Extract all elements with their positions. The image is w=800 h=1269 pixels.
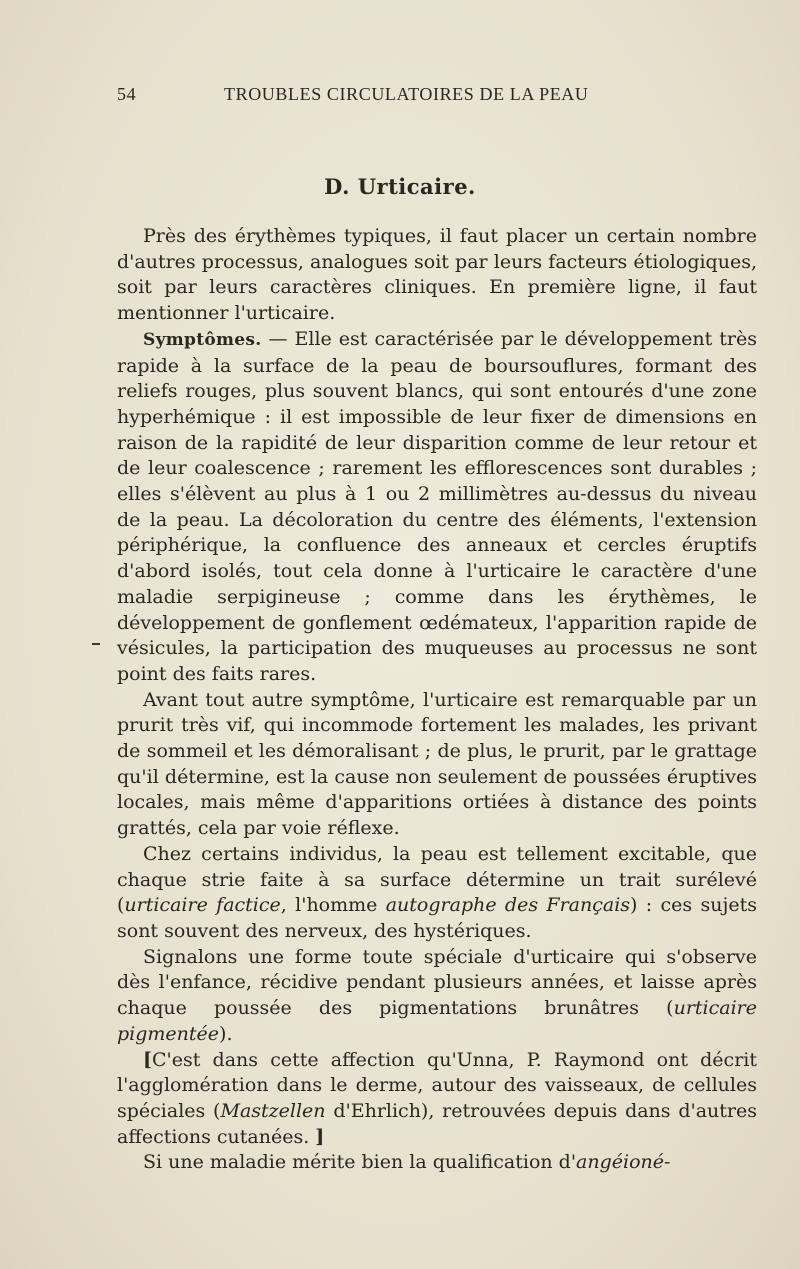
paragraph-text: Signalons une forme toute spéciale d'urticaire qui s'observe dès l'enfance, récidive pendant plusieurs années, et laisse après chaque poussée des pigmentations brunâtres (	[117, 945, 757, 1020]
margin-mark	[92, 643, 100, 645]
paragraph-text: ).	[219, 1022, 233, 1045]
symptoms-term: Symptômes.	[143, 329, 262, 350]
bracket-close: ]	[315, 1125, 325, 1148]
italic-term: angéioné-	[576, 1151, 671, 1174]
paragraph-intro	[117, 224, 757, 327]
bracket-open: [	[143, 1048, 152, 1071]
paragraph-prurit	[117, 688, 757, 842]
paragraph-text: C'est dans cette affection qu'Unna, P. Raymond ont décrit l'agglomération dans le derme, autour des vaisseaux, de cellules spéciales (	[117, 1048, 757, 1122]
paragraph-text: Avant tout autre symptôme, l'urticaire est remarquable par un prurit très vif, qui incommode fortement les malades, les privant de sommeil et les démoralisant ; de plus, le prurit, par le grattage qu'il détermine, est la cause non seulement de poussées éruptives locales, mais même d'apparitions ortiées à distance des points grattés, cela par voie réflexe.	[117, 688, 757, 840]
paragraph-factice	[117, 842, 757, 945]
paragraph-text: Chez certains individus, la peau est tellement excitable, que chaque strie faite à sa surface détermine un trait surélevé (	[117, 842, 757, 917]
italic-term: autographe des Français	[385, 894, 631, 917]
paragraph-text: Près des érythèmes typiques, il faut placer un certain nombre d'autres processus, analogues soit par leurs facteurs étiologiques, soit par leurs caractères cliniques. En première ligne, il faut mentionner l'urticaire.	[117, 225, 757, 325]
italic-term: urticaire factice	[124, 894, 281, 917]
paragraph-text: ) : ces sujets sont souvent des nerveux, des hystériques.	[117, 894, 758, 942]
section-title: D. Urticaire.	[324, 174, 476, 199]
paragraph-text: — Elle est caractérisée par le développement très rapide à la surface de la peau de boursouflures, formant des reliefs rouges, plus souvent blancs, qui sont entourés d'une zone hyperhémique : il est impossible de leur fixer de dimensions en raison de la rapidité de leur disparition comme de leur retour et de leur coalescence ; rarement les efflorescences sont durables ; elles s'élèvent au plus à 1 ou 2 millimètres au-dessus du niveau de la peau. La décoloration du centre des éléments, l'extension périphérique, la confluence des anneaux et cercles éruptifs d'abord isolés, tout cela donne à l'urticaire le caractère d'une maladie serpigineuse ; comme dans les érythèmes, le développement de gonflement œdémateux, l'apparition rapide de vésicules, la participation des muqueuses au processus ne sont point des faits rares.	[117, 327, 757, 685]
body-text	[117, 224, 757, 1176]
paragraph-text: Si une maladie mérite bien la qualification d'	[143, 1151, 577, 1174]
paragraph-symptoms	[117, 327, 757, 688]
paragraph-pigmentee	[117, 945, 757, 1048]
italic-term: urticaire pigmentée	[117, 997, 757, 1045]
paragraph-unna	[117, 1048, 757, 1151]
running-title: TROUBLES CIRCULATOIRES DE LA PEAU	[224, 84, 589, 104]
paragraph-text: , l'homme	[280, 894, 386, 917]
paragraph-angeio	[117, 1150, 757, 1176]
page-number: 54	[117, 84, 137, 104]
paragraph-text: d'Ehrlich), retrouvées depuis dans d'autres affections cutanées.	[117, 1099, 757, 1148]
italic-term: Mastzellen	[220, 1099, 326, 1122]
